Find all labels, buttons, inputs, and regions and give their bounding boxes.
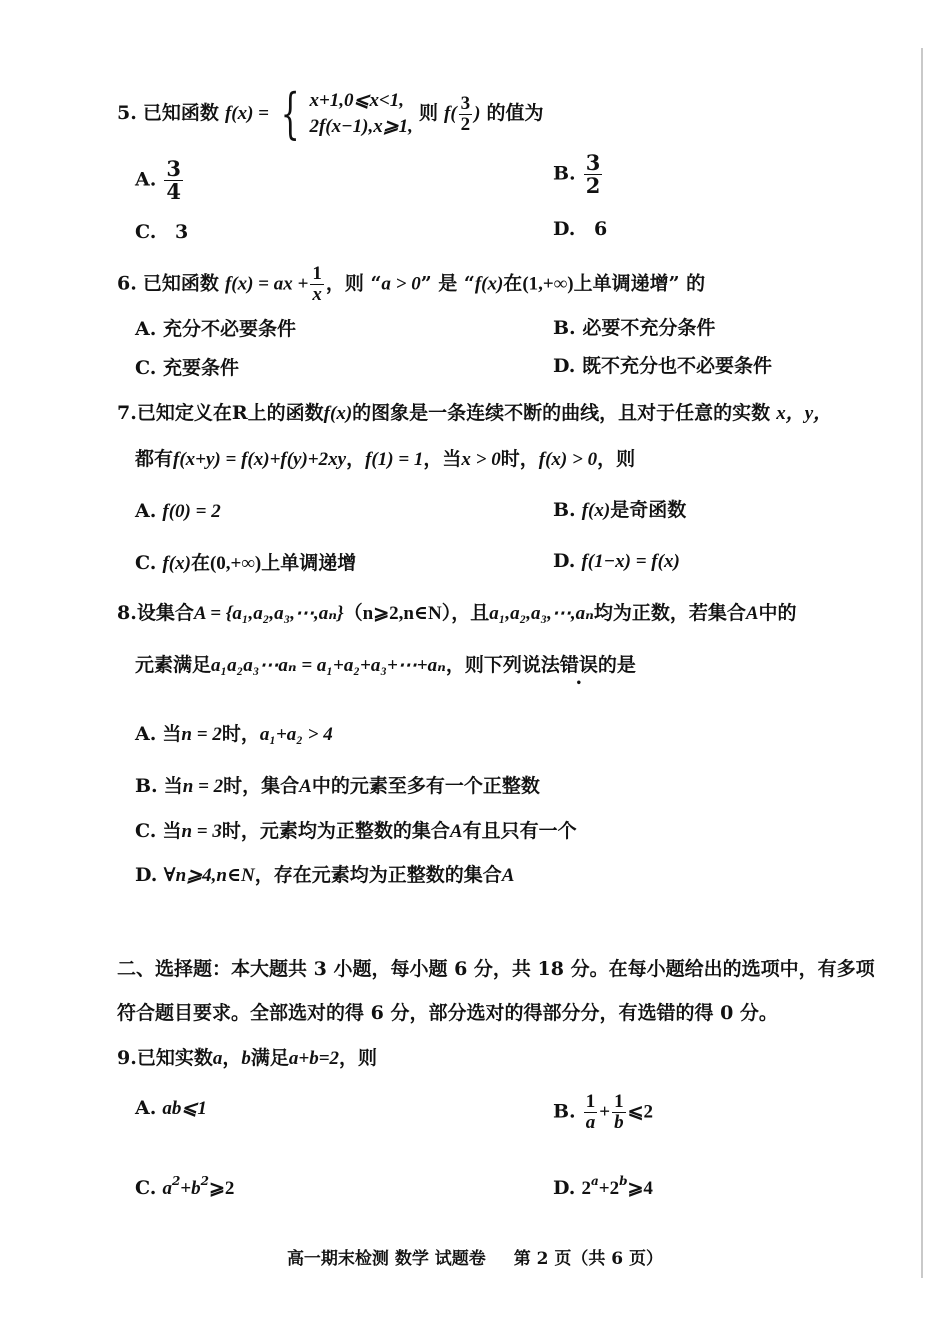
q9-option-c-letter: C. xyxy=(135,1177,157,1199)
q8-option-d-math2: A xyxy=(501,865,515,886)
q8-line1-b: ，且 xyxy=(451,602,490,624)
q5-brace: { xyxy=(280,82,300,145)
q8-option-a-math1: n = 2 xyxy=(181,724,222,745)
q8-line1-a: 设集合 xyxy=(136,602,194,624)
q8-option-b xyxy=(135,773,540,800)
q9-option-d-plus: + xyxy=(598,1178,610,1199)
q9-option-c-exp-2: 2 xyxy=(200,1174,209,1188)
page-edge-line xyxy=(921,48,923,1278)
q5-option-c-text: 3 xyxy=(175,221,189,243)
q6-option-b-letter: B. xyxy=(553,317,576,339)
q6-stmt: f(x) xyxy=(474,273,504,295)
q9-mid: 满足 xyxy=(250,1047,289,1069)
q5-option-a xyxy=(135,158,185,203)
q7-option-c-mid: 在 xyxy=(190,552,210,574)
q7-xy: x，y， xyxy=(776,403,833,424)
q9-number: 9. xyxy=(117,1047,137,1069)
q5-option-d xyxy=(553,216,607,242)
q5-option-b-num: 3 xyxy=(585,150,601,175)
q8-option-c-text2: 时，元素均为正整数的集合 xyxy=(221,820,450,842)
q7-option-c xyxy=(135,550,356,577)
q6-prefix: 已知函数 xyxy=(142,272,219,295)
q7-line2-d: 时， xyxy=(500,448,539,470)
q7-option-a-letter: A. xyxy=(135,500,157,522)
q9-prefix: 已知实数 xyxy=(136,1047,213,1069)
q8-line2-b: ，则下列说法 xyxy=(445,654,560,676)
q5-frac-den: 2 xyxy=(460,113,471,135)
q9-option-a-math: ab⩽1 xyxy=(162,1098,207,1119)
q9-option-d-base-2: 2 xyxy=(609,1178,620,1199)
question-8-line-2 xyxy=(135,652,636,679)
q5-frac-num: 3 xyxy=(460,92,471,114)
q5-option-b-fraction xyxy=(584,152,603,197)
q6-option-d-letter: D. xyxy=(553,355,576,377)
q6-option-b-text: 必要不充分条件 xyxy=(582,317,716,339)
q6-option-a-letter: A. xyxy=(135,318,157,340)
q5-option-d-text: 6 xyxy=(594,218,608,240)
q9-option-c-exp-1: 2 xyxy=(171,1174,181,1188)
q9-option-b-den-1: a xyxy=(585,1111,596,1133)
q8-elems: a₁,a₂,a₃,⋯,aₙ xyxy=(489,603,594,624)
q7-option-c-math: f(x) xyxy=(162,553,191,574)
question-7-line-2 xyxy=(135,446,635,473)
q8-line1-c: 均为正数，若集合 xyxy=(593,602,746,624)
q6-mid1: ，则 “ xyxy=(325,272,382,295)
q9-option-b-num-2: 1 xyxy=(614,1091,624,1112)
q6-f-lhs: f(x) = ax + xyxy=(224,273,309,295)
q9-option-a xyxy=(135,1095,207,1122)
q9-b: b xyxy=(241,1048,251,1069)
q5-option-b xyxy=(553,152,604,197)
question-7-line-1 xyxy=(117,400,832,427)
q6-option-a-text: 充分不必要条件 xyxy=(162,318,296,340)
q7-number: 7. xyxy=(117,402,137,424)
q7-fx: f(x) xyxy=(323,403,353,424)
q9-option-d-letter: D. xyxy=(553,1177,576,1199)
q8-cond: （n⩾2,n∈N） xyxy=(343,603,452,624)
q5-option-a-den: 4 xyxy=(166,179,182,205)
q8-option-b-text1: 当 xyxy=(163,775,183,797)
q8-option-c-text3: 有且只有一个 xyxy=(462,820,577,842)
q8-option-d xyxy=(135,862,514,889)
q6-option-c-text: 充要条件 xyxy=(163,357,240,379)
q8-option-d-math1: ∀n⩾4,n∈N xyxy=(163,865,255,886)
q7-f1: f(1) = 1 xyxy=(365,449,424,470)
q5-option-a-num: 3 xyxy=(166,156,182,181)
q6-mid2: ” 是 “ xyxy=(420,272,475,295)
q6-mid3: 在 xyxy=(503,272,523,295)
q7-option-c-letter: C. xyxy=(135,552,157,574)
question-8-line-1 xyxy=(117,600,797,627)
q6-cond: a > 0 xyxy=(381,273,421,295)
footer-title: 高一期末检测 数学 试题卷 xyxy=(286,1249,486,1269)
q7-option-c-interval: (0,+∞) xyxy=(209,553,262,574)
q8-option-b-text3: 中的元素至多有一个正整数 xyxy=(311,775,540,797)
q9-sep: ， xyxy=(222,1047,242,1069)
q9-option-c xyxy=(135,1168,234,1202)
section-2-heading-line-1: 二、选择题：本大题共 3 小题，每小题 6 分，共 18 分。在每小题给出的选项中，有多项 xyxy=(117,958,875,980)
q7-line1-c: 的图象是一条连续不断的曲线，且对于任意的实数 xyxy=(352,402,771,424)
q8-option-a xyxy=(135,721,333,748)
q9-option-c-a: a xyxy=(162,1178,172,1199)
q5-option-b-letter: B. xyxy=(553,162,576,185)
q9-option-b-num-1: 1 xyxy=(585,1091,596,1112)
q8-equation: a₁a₂a₃⋯aₙ = a₁+a₂+a₃+⋯+aₙ xyxy=(211,655,446,676)
q6-frac-den: x xyxy=(312,283,322,305)
q7-line2-b: ， xyxy=(346,448,366,470)
q8-number: 8. xyxy=(117,602,137,624)
q5-suffix: 的值为 xyxy=(486,102,544,124)
q5-option-c xyxy=(135,219,188,245)
q7-option-d-math: f(1−x) = f(x) xyxy=(581,551,680,572)
q6-option-c xyxy=(135,355,239,381)
q9-option-b xyxy=(553,1092,653,1133)
q6-suffix: 上单调递增” 的 xyxy=(573,272,706,295)
q7-R: R xyxy=(231,402,248,424)
q5-f-close: ) xyxy=(474,103,481,124)
q6-fraction xyxy=(310,264,324,305)
q6-frac-num: 1 xyxy=(312,263,322,284)
q5-option-b-den: 2 xyxy=(585,173,601,199)
q9-option-c-plus: + xyxy=(180,1178,192,1199)
q9-suffix: ，则 xyxy=(339,1047,378,1069)
question-9 xyxy=(117,1045,377,1072)
q8-option-b-text2: 时，集合 xyxy=(223,775,300,797)
q9-option-d-base-1: 2 xyxy=(581,1178,591,1199)
q9-option-d xyxy=(553,1168,653,1202)
q8-emphasis-wrong: 错误 xyxy=(559,654,598,676)
q8-option-d-letter: D. xyxy=(135,864,158,886)
q6-number: 6. xyxy=(117,272,137,295)
q7-option-a xyxy=(135,498,221,525)
q6-option-a xyxy=(135,316,296,342)
q8-option-a-letter: A. xyxy=(135,723,157,745)
q5-number: 5. xyxy=(117,102,137,124)
q5-option-a-letter: A. xyxy=(135,168,157,191)
q5-piecewise xyxy=(275,82,413,145)
q7-option-b xyxy=(553,497,686,524)
q8-line2-a: 元素满足 xyxy=(135,654,212,676)
q9-equation: a+b=2 xyxy=(288,1048,340,1069)
q5-option-a-fraction xyxy=(164,158,183,203)
q7-option-d-letter: D. xyxy=(553,550,576,572)
q7-line1-b: 上的函数 xyxy=(247,402,324,424)
question-5 xyxy=(117,82,544,145)
q8-option-b-math2: A xyxy=(299,776,312,797)
q8-option-c-math1: n = 3 xyxy=(181,821,222,842)
q8-option-c xyxy=(135,818,577,845)
q7-line2-e: ，则 xyxy=(597,448,636,470)
q9-option-b-den-2: b xyxy=(614,1111,624,1133)
q5-arg-fraction xyxy=(459,94,473,135)
q9-option-c-tail: ⩾2 xyxy=(209,1178,235,1199)
q8-a: A xyxy=(745,603,759,624)
q5-prefix: 已知函数 xyxy=(142,102,219,124)
q8-option-b-math1: n = 2 xyxy=(182,776,224,797)
q6-option-c-letter: C. xyxy=(135,357,157,379)
q9-option-b-letter: B. xyxy=(553,1100,576,1123)
page-footer xyxy=(0,1244,950,1269)
q9-option-b-fraction-1 xyxy=(584,1092,598,1133)
q8-option-c-math2: A xyxy=(449,821,463,842)
q7-line1-a: 已知定义在 xyxy=(136,402,232,424)
q5-mid: 则 xyxy=(418,102,438,124)
q6-interval: (1,+∞) xyxy=(522,273,574,295)
q7-line2-a: 都有 xyxy=(135,448,174,470)
q6-option-b xyxy=(553,315,715,341)
q5-option-c-letter: C. xyxy=(135,221,157,243)
q7-option-b-letter: B. xyxy=(553,499,576,521)
q7-option-b-text: 是奇函数 xyxy=(610,499,687,521)
q9-option-b-tail: ⩽2 xyxy=(627,1101,653,1123)
q5-cases xyxy=(309,88,412,140)
q8-option-d-text2: ，存在元素均为正整数的集合 xyxy=(254,864,502,886)
section-2-heading-line-2: 符合题目要求。全部选对的得 6 分，部分选对的得部分分，有选错的得 0 分。 xyxy=(117,1002,778,1024)
q6-option-d-text: 既不充分也不必要条件 xyxy=(582,355,773,377)
q8-option-a-text2: 时， xyxy=(221,723,260,745)
q5-f-lhs: f(x) = xyxy=(224,103,270,124)
q5-case-1: x+1,0⩽x<1, xyxy=(309,90,405,111)
question-6 xyxy=(117,264,705,305)
q9-option-a-letter: A. xyxy=(135,1097,157,1119)
q5-case-2: 2f(x−1),x⩾1, xyxy=(309,116,413,137)
q9-option-b-fraction-2 xyxy=(612,1092,626,1133)
q5-option-d-letter: D. xyxy=(553,218,576,240)
q8-option-b-letter: B. xyxy=(135,775,158,797)
q9-option-d-exp-2: b xyxy=(619,1174,628,1188)
q6-option-d xyxy=(553,353,772,379)
q7-option-a-math: f(0) = 2 xyxy=(162,501,221,522)
q8-option-c-text1: 当 xyxy=(162,820,182,842)
q7-xpos: x > 0 xyxy=(461,449,501,470)
q7-option-b-math: f(x) xyxy=(581,500,611,521)
q7-equation: f(x+y) = f(x)+f(y)+2xy xyxy=(173,449,347,470)
q7-fxpos: f(x) > 0 xyxy=(538,449,598,470)
q7-option-d xyxy=(553,548,680,575)
footer-page-number: 第 2 页（共 6 页） xyxy=(513,1249,664,1269)
q7-line2-c: ，当 xyxy=(423,448,462,470)
q5-f-name: f( xyxy=(444,103,457,124)
q9-option-b-plus: + xyxy=(599,1101,611,1123)
q9-option-d-tail: ⩾4 xyxy=(627,1178,653,1199)
q9-option-d-exp-1: a xyxy=(590,1174,599,1188)
q8-option-c-letter: C. xyxy=(135,820,157,842)
q9-a: a xyxy=(212,1048,223,1069)
q8-set-a: A = {a₁,a₂,a₃,⋯,aₙ} xyxy=(193,603,344,624)
q8-option-a-math2: a₁+a₂ > 4 xyxy=(259,724,333,745)
q7-option-c-text: 上单调递增 xyxy=(261,552,357,574)
q8-option-a-text1: 当 xyxy=(162,723,182,745)
q9-option-c-b: b xyxy=(191,1178,201,1199)
q8-line1-d: 中的 xyxy=(758,602,797,624)
q8-line2-c: 的是 xyxy=(597,654,636,676)
